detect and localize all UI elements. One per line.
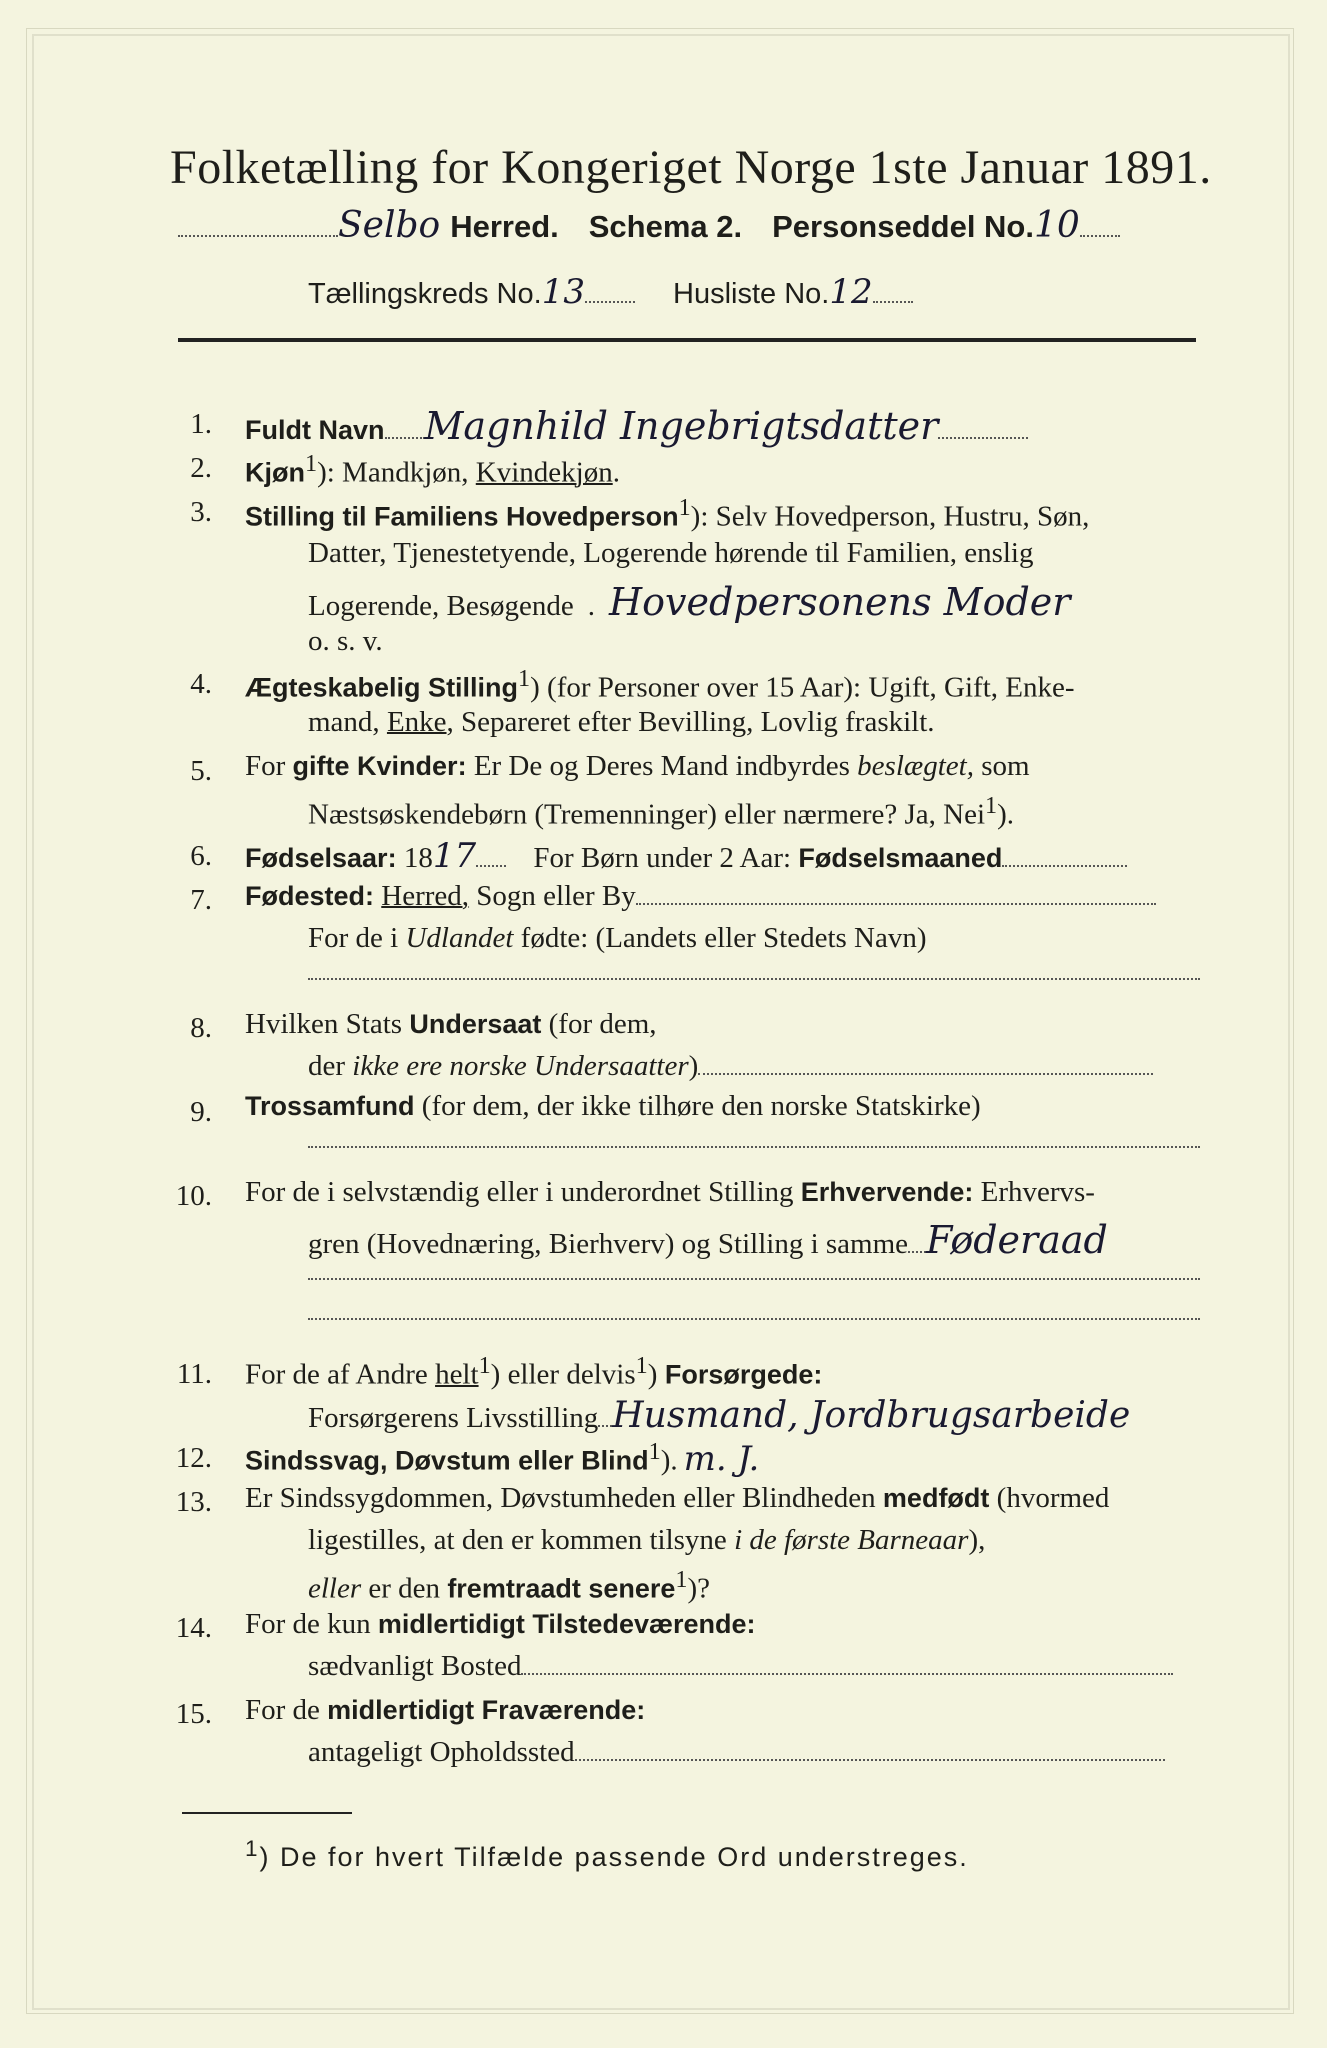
q9-number: 9. xyxy=(190,1096,212,1128)
q13-text3a: er den xyxy=(361,1572,448,1605)
q7-row1 xyxy=(245,880,1156,913)
q4-text2b: , Separeret efter Bevilling, Lovlig fraskilt. xyxy=(446,706,935,738)
q7-text2a: For de i xyxy=(308,922,406,954)
q9-label: Trossamfund xyxy=(245,1091,415,1121)
kreds-label: Tællingskreds No. xyxy=(308,278,542,310)
footnote-text: ) De for hvert Tilfælde passende Ord understreges. xyxy=(259,1842,969,1872)
q13-text1b: (hvormed xyxy=(989,1482,1110,1514)
q2-text-end: . xyxy=(612,456,620,489)
q2-text: ): Mandkjøn, xyxy=(317,456,476,489)
q8-italic: ikke ere norske Undersaatter xyxy=(352,1050,689,1082)
q5-footnote-mark: 1 xyxy=(985,792,998,819)
q10-row1 xyxy=(245,1176,1095,1209)
q8-row1 xyxy=(245,1008,657,1041)
q1-row xyxy=(245,404,1028,448)
q9-answer-line xyxy=(308,1140,1200,1148)
q3-separator: . xyxy=(587,590,595,622)
q13-row1 xyxy=(245,1482,1109,1515)
q14-row2 xyxy=(308,1650,1173,1683)
q3-label: Stilling til Familiens Hovedperson xyxy=(245,501,679,532)
q2-number: 2. xyxy=(190,452,212,484)
q13-text1: Er Sindssygdommen, Døvstumheden eller Blindheden xyxy=(245,1482,883,1514)
footnote-mark: 1 xyxy=(245,1836,260,1861)
q13-label2: fremtraadt senere xyxy=(447,1573,676,1604)
q5-row1 xyxy=(245,750,1030,783)
q15-text2: antageligt Opholdssted xyxy=(308,1736,575,1768)
q13-footnote-mark: 1 xyxy=(675,1566,688,1593)
q15-row2 xyxy=(308,1736,1165,1769)
q6-label: Fødselsaar: xyxy=(245,843,397,873)
herred-value: Selbo xyxy=(338,205,441,246)
husliste-label: Husliste No. xyxy=(673,278,830,310)
q10-number: 10. xyxy=(175,1180,212,1212)
herred-label: Herred. xyxy=(450,209,559,244)
q5-text1: Er De og Deres Mand indbyrdes xyxy=(466,750,858,782)
q13-row3 xyxy=(308,1566,710,1606)
q13-row2 xyxy=(308,1524,985,1557)
q12-footnote-mark: 1 xyxy=(648,1438,661,1465)
q10-answer-line-1 xyxy=(308,1272,1200,1280)
q6-row xyxy=(245,836,1127,876)
q3-row2: Datter, Tjenestetyende, Logerende hørende til Familien, enslig xyxy=(308,537,1034,569)
q7-row2 xyxy=(308,922,927,955)
q11-text1: For de af Andre xyxy=(245,1358,436,1391)
q3-answer: Hovedpersonens Moder xyxy=(608,580,1071,624)
q10-text1b: Erhvervs- xyxy=(973,1176,1095,1208)
q10-answer-line-2 xyxy=(308,1312,1200,1320)
q14-text1: For de kun xyxy=(245,1608,378,1640)
q6-label2: Fødselsmaaned xyxy=(798,843,1003,873)
q7-underlined-answer: Herred, xyxy=(381,880,470,912)
q5-number: 5. xyxy=(190,755,212,787)
form-title: Folketælling for Kongeriget Norge 1ste Januar 1891. xyxy=(170,141,1212,194)
q4-text2a: mand, xyxy=(308,706,387,738)
q11-number: 11. xyxy=(176,1358,212,1390)
q4-footnote-mark: 1 xyxy=(518,665,531,692)
q10-answer: Føderaad xyxy=(926,1218,1108,1262)
q11-underlined-answer: helt xyxy=(435,1358,479,1391)
q6-prefix: 18 xyxy=(396,842,433,874)
q5-italic: beslægtet, xyxy=(857,750,974,782)
q7-text-a: Sogn eller By xyxy=(469,880,636,912)
q11-text1b: eller delvis xyxy=(500,1358,636,1391)
q6-number: 6. xyxy=(190,840,212,872)
q4-row2 xyxy=(308,706,935,739)
q7-text2b: fødte: (Landets eller Stedets Navn) xyxy=(513,922,927,954)
q14-label: midlertidigt Tilstedeværende: xyxy=(377,1609,756,1639)
q4-number: 4. xyxy=(190,668,212,700)
q13-number: 13. xyxy=(175,1486,212,1518)
footnote xyxy=(245,1836,969,1873)
q10-label: Erhvervende: xyxy=(800,1177,974,1207)
q11-footnote-mark-1: 1 xyxy=(478,1352,491,1379)
q13-text2b: ), xyxy=(968,1524,986,1556)
q13-italic: i de første Barneaar xyxy=(734,1524,969,1556)
q5-row2: Næstsøskendebørn (Tremenninger) eller nærmere? Ja, Nei$^1$). xyxy=(308,792,1015,831)
q11-row2 xyxy=(308,1395,1130,1436)
q7-italic: Udlandet xyxy=(405,922,514,954)
q10-text1: For de i selvstændig eller i underordnet Stilling xyxy=(245,1176,801,1208)
q12-number: 12. xyxy=(175,1442,212,1474)
q14-row1 xyxy=(245,1608,756,1641)
q6-answer: 17 xyxy=(432,836,477,876)
q12-label: Sindssvag, Døvstum eller Blind xyxy=(245,1445,649,1476)
kreds-row xyxy=(308,272,913,312)
q11-label: Forsørgede: xyxy=(657,1359,823,1390)
q15-text1: For de xyxy=(245,1694,328,1726)
q14-number: 14. xyxy=(175,1612,212,1644)
q13-label: medfødt xyxy=(882,1483,990,1513)
q7-label: Fødested: xyxy=(245,881,375,911)
q15-number: 15. xyxy=(175,1698,212,1730)
q8-number: 8. xyxy=(190,1012,212,1044)
personseddel-label: Personseddel No. xyxy=(772,209,1034,244)
q8-text-a: Hvilken Stats xyxy=(245,1008,410,1040)
q6-text-b: For Børn under 2 Aar: xyxy=(533,842,799,874)
q12-row: Sindssvag, Døvstum eller Blind$^1$). m. J. xyxy=(245,1438,760,1479)
q3-footnote-mark: 1 xyxy=(678,494,691,521)
q3-row3 xyxy=(308,580,1070,624)
q5-text1b: som xyxy=(973,750,1030,782)
q7-number: 7. xyxy=(190,884,212,916)
q13-italic2: eller xyxy=(308,1572,362,1605)
q3-text1: ): Selv Hovedperson, Hustru, Søn, xyxy=(690,500,1090,533)
q13-text2a: ligestilles, at den er kommen tilsyne xyxy=(308,1524,735,1556)
q2-row xyxy=(245,450,620,490)
q2-underlined-answer: Kvindekjøn xyxy=(475,456,613,489)
q8-text2a: der xyxy=(308,1050,353,1082)
q3-row1 xyxy=(245,494,1089,534)
q8-text1: (for dem, xyxy=(541,1008,657,1040)
q8-label: Undersaat xyxy=(409,1009,542,1039)
q1-label: Fuldt Navn xyxy=(245,415,385,445)
page-inner-border xyxy=(32,34,1290,2010)
q15-row1 xyxy=(245,1694,645,1727)
q2-label: Kjøn xyxy=(245,457,305,488)
q8-row2: der ikke ere norske Undersaatter) xyxy=(308,1050,1153,1083)
kreds-value: 13 xyxy=(541,272,585,312)
q5-text-a: For xyxy=(245,750,293,782)
q7-answer-line xyxy=(308,972,1200,980)
q10-text2: gren (Hovednæring, Bierhverv) og Stilling i samme xyxy=(308,1228,909,1260)
schema-label: Schema 2. xyxy=(588,209,743,244)
q11-answer: Husmand, Jordbrugsarbeide xyxy=(612,1395,1131,1436)
husliste-value: 12 xyxy=(829,272,873,312)
q4-row1 xyxy=(245,665,1075,705)
footnote-rule xyxy=(182,1812,352,1814)
q13-text3b: )? xyxy=(687,1572,711,1605)
q14-text2: sædvanligt Bosted xyxy=(308,1650,522,1682)
q11-footnote-mark-2: 1 xyxy=(635,1352,648,1379)
q5-label: gifte Kvinder: xyxy=(292,751,467,781)
q3-number: 3. xyxy=(190,496,212,528)
q4-underlined-answer: Enke xyxy=(386,706,447,738)
herred-row xyxy=(178,205,1120,246)
q11-text2: Forsørgerens Livsstilling xyxy=(308,1402,599,1434)
q4-text1: ) (for Personer over 15 Aar): Ugift, Gift, Enke- xyxy=(530,671,1075,704)
q5-text2: Næstsøskendebørn (Tremenninger) eller nærmere? Ja, Nei xyxy=(308,798,986,831)
q15-label: midlertidigt Fraværende: xyxy=(327,1695,646,1725)
q4-label: Ægteskabelig Stilling xyxy=(245,672,519,703)
q11-row1: For de af Andre helt$^1$) eller delvis$^1$) Forsørgede: xyxy=(245,1352,823,1391)
q9-text1: (for dem, der ikke tilhøre den norske Statskirke) xyxy=(414,1090,981,1122)
q1-number: 1. xyxy=(190,408,212,440)
q3-text3: Logerende, Besøgende xyxy=(308,590,574,622)
q2-footnote-mark: 1 xyxy=(305,450,318,477)
header-divider xyxy=(178,338,1196,342)
q12-answer: m. J. xyxy=(683,1438,760,1479)
q3-row4: o. s. v. xyxy=(308,625,383,657)
q9-row xyxy=(245,1090,981,1123)
q10-row2 xyxy=(308,1218,1108,1262)
q1-answer: Magnhild Ingebrigtsdatter xyxy=(424,404,939,448)
personseddel-value: 10 xyxy=(1033,205,1080,246)
